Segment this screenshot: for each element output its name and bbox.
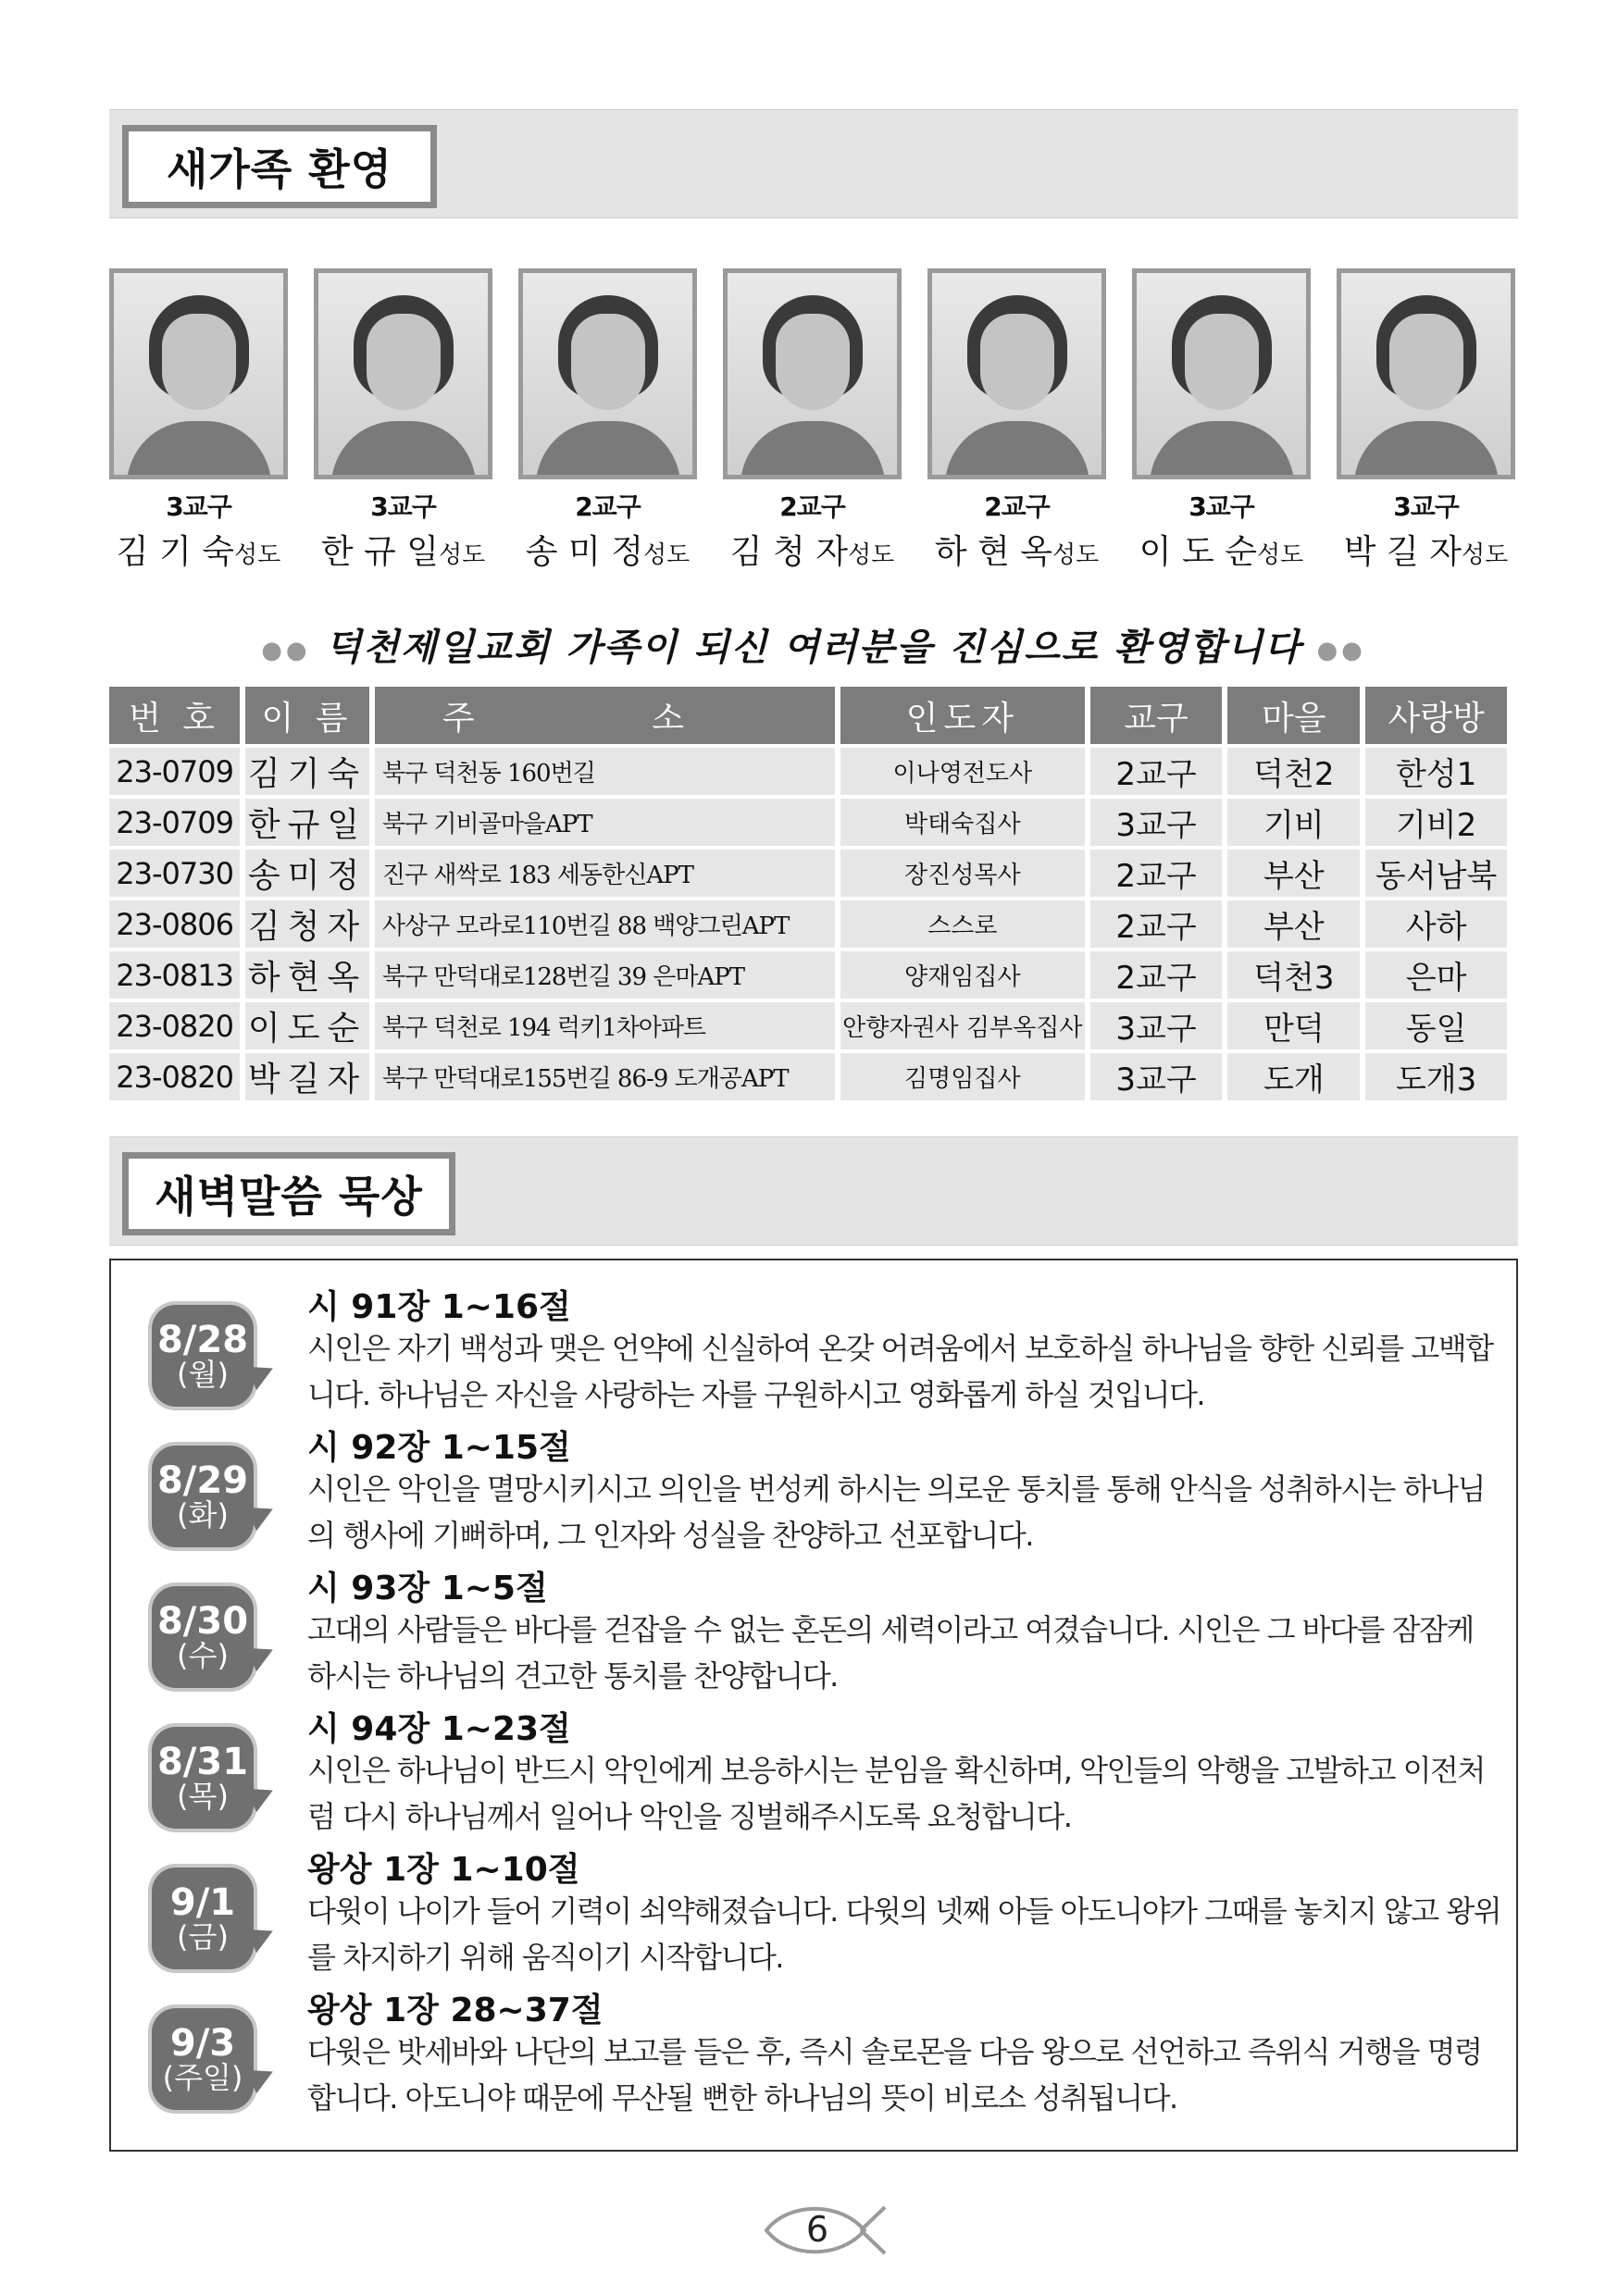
date-badge bbox=[148, 1723, 257, 1832]
member-suffix: 성도 bbox=[642, 541, 691, 569]
date-badge bbox=[148, 1582, 257, 1692]
member-district: 2교구 bbox=[575, 491, 641, 522]
member-card bbox=[1337, 268, 1515, 573]
cell-district: 2교구 bbox=[1090, 900, 1223, 948]
cell-group: 한성1 bbox=[1365, 748, 1507, 795]
member-photo bbox=[723, 268, 902, 479]
member-name: 한 규 일 bbox=[320, 533, 439, 571]
member-name: 김 청 자 bbox=[729, 533, 848, 571]
member-district: 3교구 bbox=[1189, 491, 1254, 522]
date-badge bbox=[148, 1864, 257, 1973]
member-district: 3교구 bbox=[370, 491, 436, 522]
table-header-row bbox=[109, 687, 1507, 744]
devotion-text: 시인은 악인을 멸망시키시고 의인을 번성케 하시는 의로운 통치를 통해 안식을 성취하시는 하나님의 행사에 기뻐하며, 그 인자와 성실을 찬양하고 선포합니다. bbox=[307, 1471, 1485, 1553]
cell-address: 북구 덕천동 160번길 bbox=[375, 748, 835, 795]
cell-group: 동서남북 bbox=[1365, 850, 1507, 897]
cell-district: 2교구 bbox=[1090, 951, 1223, 999]
column-header: 이 름 bbox=[245, 687, 369, 744]
devotion-date: 8/30 bbox=[156, 1600, 249, 1644]
member-name: 박 길 자 bbox=[1343, 533, 1462, 571]
scripture-reference: 시 92장 1~15절 bbox=[307, 1429, 571, 1467]
member-photo bbox=[109, 268, 288, 479]
cell-address: 북구 기비골마을APT bbox=[375, 799, 835, 846]
cell-number: 23-0806 bbox=[109, 900, 240, 948]
cell-guide: 장진성목사 bbox=[840, 850, 1085, 897]
cell-district: 3교구 bbox=[1090, 1002, 1223, 1049]
devotion-date: 8/31 bbox=[156, 1741, 249, 1784]
member-suffix: 성도 bbox=[233, 541, 281, 569]
member-name: 김 기 숙 bbox=[116, 533, 234, 571]
scripture-reference: 시 91장 1~16절 bbox=[307, 1288, 571, 1326]
devotion-date: 8/29 bbox=[156, 1459, 249, 1503]
scripture-reference: 왕상 1장 1~10절 bbox=[307, 1851, 580, 1889]
column-header: 번 호 bbox=[109, 687, 240, 744]
cell-guide: 박태숙집사 bbox=[840, 799, 1085, 846]
cell-number: 23-0820 bbox=[109, 1053, 240, 1100]
member-district: 3교구 bbox=[166, 491, 231, 522]
cell-name: 김기숙 bbox=[245, 748, 369, 795]
cell-name: 하현옥 bbox=[245, 951, 369, 999]
table-row bbox=[109, 850, 1507, 897]
table-row bbox=[109, 748, 1507, 795]
member-photo bbox=[314, 268, 492, 479]
page-number bbox=[761, 2198, 890, 2263]
new-family-section-bar bbox=[109, 109, 1518, 218]
member-card bbox=[723, 268, 902, 573]
table-row bbox=[109, 1002, 1507, 1049]
scripture-reference: 시 93장 1~5절 bbox=[307, 1570, 548, 1607]
cell-village: 덕천2 bbox=[1227, 748, 1360, 795]
devotion-weekday: (월) bbox=[177, 1357, 229, 1393]
cell-address: 북구 만덕대로128번길 39 은마APT bbox=[375, 951, 835, 999]
cell-village: 덕천3 bbox=[1227, 951, 1360, 999]
cell-address: 북구 덕천로 194 럭키1차아파트 bbox=[375, 1002, 835, 1049]
cell-village: 부산 bbox=[1227, 850, 1360, 897]
devotion-box bbox=[109, 1259, 1518, 2152]
cell-name: 김청자 bbox=[245, 900, 369, 948]
member-photo bbox=[927, 268, 1106, 479]
devotion-date: 9/3 bbox=[169, 2022, 236, 2066]
date-badge bbox=[148, 1442, 257, 1551]
cell-group: 기비2 bbox=[1365, 799, 1507, 846]
devotion-text: 시인은 하나님이 반드시 악인에게 보응하시는 분임을 확신하며, 악인들의 악행을 고발하고 이전처럼 다시 하나님께서 일어나 악인을 징벌해주시도록 요청합니다. bbox=[307, 1753, 1485, 1834]
cell-village: 부산 bbox=[1227, 900, 1360, 948]
devotion-date: 8/28 bbox=[156, 1319, 249, 1362]
member-name: 이 도 순 bbox=[1139, 533, 1257, 571]
devotion-text: 다윗은 밧세바와 나단의 보고를 들은 후, 즉시 솔로몬을 다음 왕으로 선언하고 즉위식 거행을 명령합니다. 아도니야 때문에 무산될 뻔한 하나님의 뜻이 비로소 성취됩니다. bbox=[307, 2034, 1482, 2116]
cell-district: 2교구 bbox=[1090, 850, 1223, 897]
cell-address: 북구 만덕대로155번길 86-9 도개공APT bbox=[375, 1053, 835, 1100]
welcome-message-line bbox=[109, 618, 1518, 671]
member-card bbox=[1132, 268, 1311, 573]
cell-district: 2교구 bbox=[1090, 748, 1223, 795]
devotion-section-bar bbox=[109, 1136, 1518, 1246]
devotion-weekday: (목) bbox=[177, 1779, 229, 1815]
cell-number: 23-0709 bbox=[109, 748, 240, 795]
cell-village: 기비 bbox=[1227, 799, 1360, 846]
scripture-reference: 왕상 1장 28~37절 bbox=[307, 1992, 604, 2029]
cell-address: 사상구 모라로110번길 88 백양그린APT bbox=[375, 900, 835, 948]
cell-address: 진구 새싹로 183 세동한신APT bbox=[375, 850, 835, 897]
devotion-text: 다윗이 나이가 들어 기력이 쇠약해졌습니다. 다윗의 넷째 아들 아도니야가 그때를 놓치지 않고 왕위를 차지하기 위해 움직이기 시작합니다. bbox=[307, 1893, 1501, 1975]
welcome-message: 덕천제일교회 가족이 되신 여러분을 진심으로 환영합니다 bbox=[325, 626, 1302, 669]
table-row bbox=[109, 900, 1507, 948]
member-card bbox=[109, 268, 288, 573]
devotion-text: 시인은 자기 백성과 맺은 언약에 신실하여 온갖 어려움에서 보호하실 하나님을 향한 신뢰를 고백합니다. 하나님은 자신을 사랑하는 자를 구원하시고 영화롭게 하실 것입니다. bbox=[307, 1331, 1493, 1412]
new-member-table bbox=[104, 683, 1512, 1104]
cell-group: 도개3 bbox=[1365, 1053, 1507, 1100]
cell-village: 만덕 bbox=[1227, 1002, 1360, 1049]
table-row bbox=[109, 951, 1507, 999]
cell-number: 23-0709 bbox=[109, 799, 240, 846]
member-district: 3교구 bbox=[1393, 491, 1459, 522]
member-photo bbox=[518, 268, 697, 479]
cell-village: 도개 bbox=[1227, 1053, 1360, 1100]
dots-decoration-icon: ●● bbox=[261, 637, 311, 664]
cell-guide: 김명임집사 bbox=[840, 1053, 1085, 1100]
page-number-text: 6 bbox=[805, 2209, 829, 2250]
member-card bbox=[314, 268, 492, 573]
member-suffix: 성도 bbox=[1256, 541, 1304, 569]
devotion-weekday: (주일) bbox=[162, 2060, 243, 2096]
cell-guide: 스스로 bbox=[840, 900, 1085, 948]
member-district: 2교구 bbox=[984, 491, 1050, 522]
cell-group: 사하 bbox=[1365, 900, 1507, 948]
member-suffix: 성도 bbox=[1461, 541, 1509, 569]
cell-name: 이도순 bbox=[245, 1002, 369, 1049]
member-name: 하 현 옥 bbox=[934, 533, 1052, 571]
cell-group: 은마 bbox=[1365, 951, 1507, 999]
member-photo-row bbox=[109, 268, 1518, 574]
column-header: 마을 bbox=[1227, 687, 1360, 744]
member-district: 2교구 bbox=[779, 491, 845, 522]
date-badge bbox=[148, 2004, 257, 2114]
member-suffix: 성도 bbox=[1052, 541, 1100, 569]
devotion-weekday: (수) bbox=[177, 1638, 229, 1674]
new-family-title: 새가족 환영 bbox=[122, 125, 437, 208]
member-card bbox=[927, 268, 1106, 573]
cell-name: 송미정 bbox=[245, 850, 369, 897]
cell-number: 23-0730 bbox=[109, 850, 240, 897]
devotion-text: 고대의 사람들은 바다를 걷잡을 수 없는 혼돈의 세력이라고 여겼습니다. 시인은 그 바다를 잠잠케 하시는 하나님의 견고한 통치를 찬양합니다. bbox=[307, 1612, 1474, 1694]
column-header: 사랑방 bbox=[1365, 687, 1507, 744]
column-header: 인도자 bbox=[840, 687, 1085, 744]
cell-district: 3교구 bbox=[1090, 1053, 1223, 1100]
cell-number: 23-0813 bbox=[109, 951, 240, 999]
cell-guide: 양재임집사 bbox=[840, 951, 1085, 999]
member-suffix: 성도 bbox=[847, 541, 895, 569]
member-name: 송 미 정 bbox=[525, 533, 643, 571]
devotion-weekday: (금) bbox=[177, 1919, 229, 1955]
cell-number: 23-0820 bbox=[109, 1002, 240, 1049]
column-header: 주 소 bbox=[375, 687, 835, 744]
cell-group: 동일 bbox=[1365, 1002, 1507, 1049]
cell-name: 한규일 bbox=[245, 799, 369, 846]
dots-decoration-icon: ●● bbox=[1316, 637, 1366, 664]
cell-guide: 이나영전도사 bbox=[840, 748, 1085, 795]
date-badge bbox=[148, 1301, 257, 1410]
column-header: 교구 bbox=[1090, 687, 1223, 744]
cell-guide: 안향자권사 김부옥집사 bbox=[840, 1002, 1085, 1049]
member-photo bbox=[1132, 268, 1311, 479]
scripture-reference: 시 94장 1~23절 bbox=[307, 1710, 571, 1748]
table-row bbox=[109, 1053, 1507, 1100]
member-photo bbox=[1337, 268, 1515, 479]
devotion-weekday: (화) bbox=[177, 1497, 229, 1533]
member-suffix: 성도 bbox=[438, 541, 486, 569]
cell-district: 3교구 bbox=[1090, 799, 1223, 846]
cell-name: 박길자 bbox=[245, 1053, 369, 1100]
devotion-date: 9/1 bbox=[169, 1881, 236, 1925]
member-card bbox=[518, 268, 697, 573]
devotion-title: 새벽말씀 묵상 bbox=[122, 1152, 455, 1235]
table-row bbox=[109, 799, 1507, 846]
